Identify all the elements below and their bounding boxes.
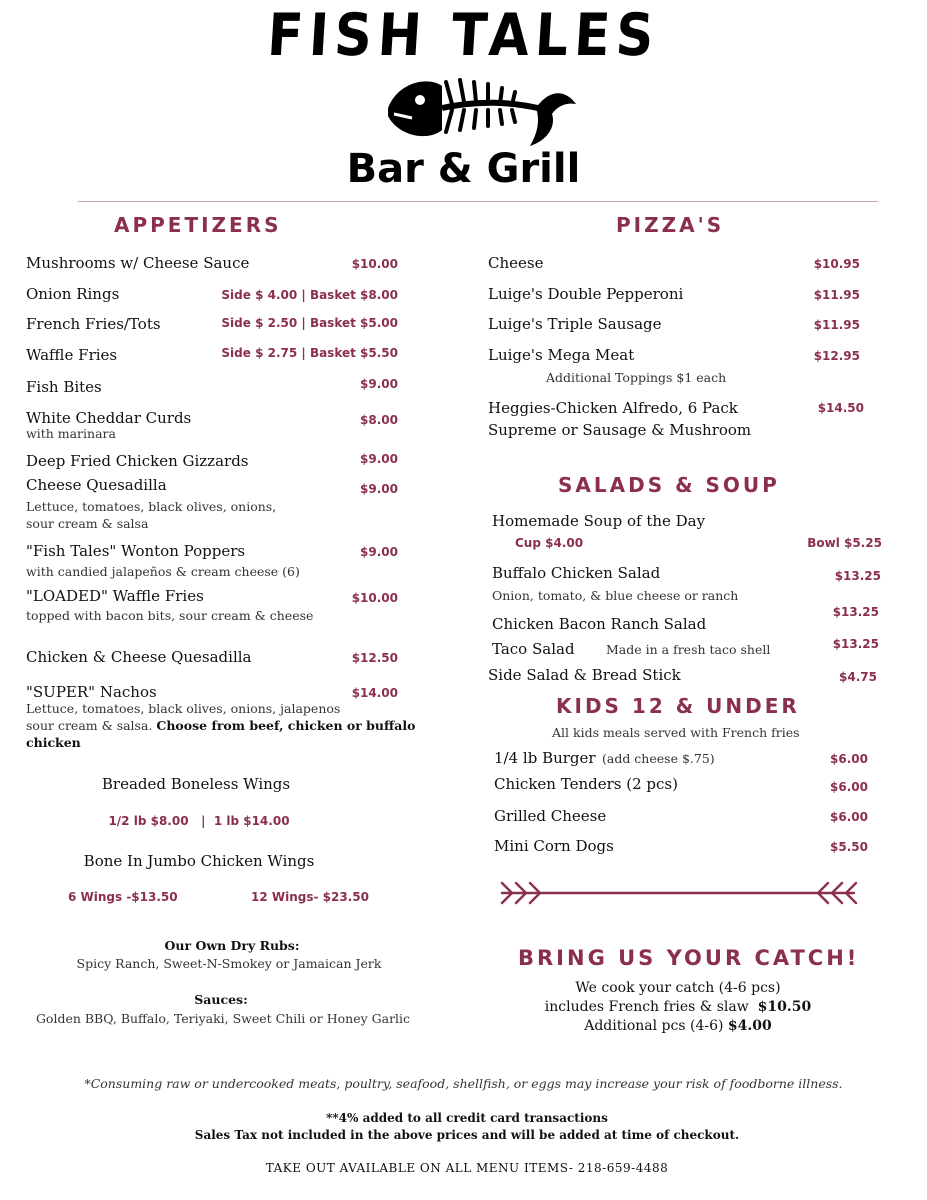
pizzas-heading: PIZZA'S: [616, 213, 725, 237]
menu-item-price: $13.25: [832, 605, 879, 619]
sales-tax-note: Sales Tax not included in the above prices and will be added at time of checkout.: [194, 1128, 740, 1142]
menu-item-desc: chicken: [26, 735, 81, 750]
catch-line-2-price: $10.50: [757, 999, 812, 1015]
menu-item-name: Chicken Tenders (2 pcs): [494, 775, 678, 793]
food-disclaimer: *Consuming raw or undercooked meats, poultry, seafood, shellfish, or eggs may increase your risk of foodborne illness.: [84, 1076, 843, 1091]
menu-item-name: Taco Salad: [492, 640, 575, 658]
menu-item-desc: with marinara: [26, 426, 116, 441]
menu-item-name: "Fish Tales" Wonton Poppers: [26, 542, 246, 560]
menu-item-price: $11.95: [813, 288, 860, 302]
menu-item-price: $13.25: [832, 637, 879, 651]
catch-line-2-text: includes French fries & slaw: [544, 999, 749, 1015]
menu-item-name: Mini Corn Dogs: [494, 837, 614, 855]
menu-item-desc: [26, 718, 415, 733]
bonein-wings-title: Bone In Jumbo Chicken Wings: [83, 852, 315, 870]
menu-item-name: Mushrooms w/ Cheese Sauce: [26, 254, 250, 272]
menu-item-desc: topped with bacon bits, sour cream & cheese: [26, 608, 314, 623]
menu-item-name: Chicken Bacon Ranch Salad: [492, 615, 707, 633]
logo-subtitle: Bar & Grill: [346, 146, 581, 192]
menu-item-price: $4.75: [839, 670, 877, 684]
menu-item-desc: Lettuce, tomatoes, black olives, onions, jalapenos: [26, 701, 341, 716]
menu-item-name: Chicken & Cheese Quesadilla: [26, 648, 252, 666]
menu-item-name: Cheese: [488, 254, 544, 272]
menu-item-price: $6.00: [830, 810, 868, 824]
menu-item-price: $12.50: [351, 651, 398, 665]
menu-item-price: Side $ 4.00 | Basket $8.00: [221, 288, 398, 302]
menu-item-name: "SUPER" Nachos: [26, 683, 157, 701]
menu-item-price: $10.00: [351, 591, 398, 605]
menu-item-price: $14.50: [817, 401, 864, 415]
sauces-list: Golden BBQ, Buffalo, Teriyaki, Sweet Chili or Honey Garlic: [35, 1011, 411, 1026]
menu-item-desc-part: sour cream & salsa.: [26, 718, 153, 733]
menu-item-desc-choice: Choose from beef, chicken or buffalo: [156, 718, 416, 733]
boneless-wings-title: Breaded Boneless Wings: [101, 775, 291, 793]
menu-item-price: $9.00: [360, 482, 398, 496]
menu-item-price: Side $ 2.75 | Basket $5.50: [221, 346, 398, 360]
logo-title: FISH TALES: [265, 2, 662, 70]
menu-item-name: Waffle Fries: [26, 346, 118, 364]
menu-item-name: Heggies-Chicken Alfredo, 6 Pack: [488, 399, 738, 417]
menu-item-price: $9.00: [360, 545, 398, 559]
menu-item-name: Luige's Double Pepperoni: [488, 285, 684, 303]
menu-item-name: Side Salad & Bread Stick: [488, 666, 681, 684]
menu-item-name: Deep Fried Chicken Gizzards: [26, 452, 249, 470]
menu-item-name: White Cheddar Curds: [26, 409, 192, 427]
catch-line-1: We cook your catch (4-6 pcs): [575, 980, 781, 996]
menu-item-price: $11.95: [813, 318, 860, 332]
toppings-note: Additional Toppings $1 each: [546, 370, 727, 385]
menu-item-price: $8.00: [360, 413, 398, 427]
arrow-divider-icon: [498, 880, 860, 906]
menu-item-name: Onion Rings: [26, 285, 120, 303]
menu-item-desc: Lettuce, tomatoes, black olives, onions,: [26, 499, 277, 514]
menu-item-price: $10.95: [813, 257, 860, 271]
menu-item-price: $13.25: [834, 569, 881, 583]
menu-item-price: $9.00: [360, 452, 398, 466]
menu-item-name: Cheese Quesadilla: [26, 476, 167, 494]
soup-cup-price: Cup $4.00: [515, 536, 584, 550]
menu-item-price: $6.00: [830, 752, 868, 766]
appetizers-heading: APPETIZERS: [114, 213, 282, 237]
credit-card-note: **4% added to all credit card transactions: [326, 1111, 608, 1125]
catch-line-3-price: $4.00: [727, 1018, 772, 1034]
catch-line-3: [478, 1018, 878, 1034]
dry-rubs-list: Spicy Ranch, Sweet-N-Smokey or Jamaican Jerk: [76, 956, 382, 971]
dry-rubs-title: Our Own Dry Rubs:: [164, 938, 300, 953]
takeout-note: TAKE OUT AVAILABLE ON ALL MENU ITEMS- 218-659-4488: [265, 1161, 669, 1175]
menu-item-name: Supreme or Sausage & Mushroom: [488, 421, 752, 439]
menu-item-price: $5.50: [830, 840, 868, 854]
boneless-wings-prices: 1/2 lb $8.00 | 1 lb $14.00: [108, 814, 290, 828]
menu-item-desc: (add cheese $.75): [602, 751, 715, 766]
salads-heading: SALADS & SOUP: [558, 473, 780, 497]
menu-item-desc: Made in a fresh taco shell: [606, 642, 771, 657]
menu-item-desc: Onion, tomato, & blue cheese or ranch: [492, 588, 739, 603]
menu-item-price: $6.00: [830, 780, 868, 794]
menu-item-price: Side $ 2.50 | Basket $5.00: [221, 316, 398, 330]
menu-item-price: $12.95: [813, 349, 860, 363]
menu-item-name: French Fries/Tots: [26, 315, 161, 333]
kids-heading: KIDS 12 & UNDER: [556, 694, 800, 718]
sauces-title: Sauces:: [194, 992, 248, 1007]
soup-name: Homemade Soup of the Day: [492, 512, 706, 530]
menu-item-price: $14.00: [351, 686, 398, 700]
header-divider: [78, 201, 878, 202]
menu-item-desc: with candied jalapeños & cream cheese (6): [26, 564, 300, 579]
bonein-6-price: 6 Wings -$13.50: [68, 890, 178, 904]
fish-skeleton-icon: [380, 68, 580, 150]
soup-bowl-price: Bowl $5.25: [807, 536, 882, 550]
menu-item-price: $10.00: [351, 257, 398, 271]
kids-note: All kids meals served with French fries: [552, 725, 800, 740]
menu-item-name: Luige's Triple Sausage: [488, 315, 662, 333]
bonein-12-price: 12 Wings- $23.50: [251, 890, 369, 904]
catch-heading: BRING US YOUR CATCH!: [518, 946, 860, 970]
menu-item-name: "LOADED" Waffle Fries: [26, 587, 204, 605]
menu-item-name: Buffalo Chicken Salad: [492, 564, 661, 582]
menu-item-name: 1/4 lb Burger: [494, 749, 596, 767]
menu-item-name: Grilled Cheese: [494, 807, 607, 825]
menu-item-price: $9.00: [360, 377, 398, 391]
catch-line-2: [478, 999, 878, 1015]
menu-item-name: Luige's Mega Meat: [488, 346, 635, 364]
catch-line-3-text: Additional pcs (4-6): [584, 1018, 724, 1034]
menu-item-name: Fish Bites: [26, 378, 102, 396]
menu-item-desc: sour cream & salsa: [26, 516, 149, 531]
